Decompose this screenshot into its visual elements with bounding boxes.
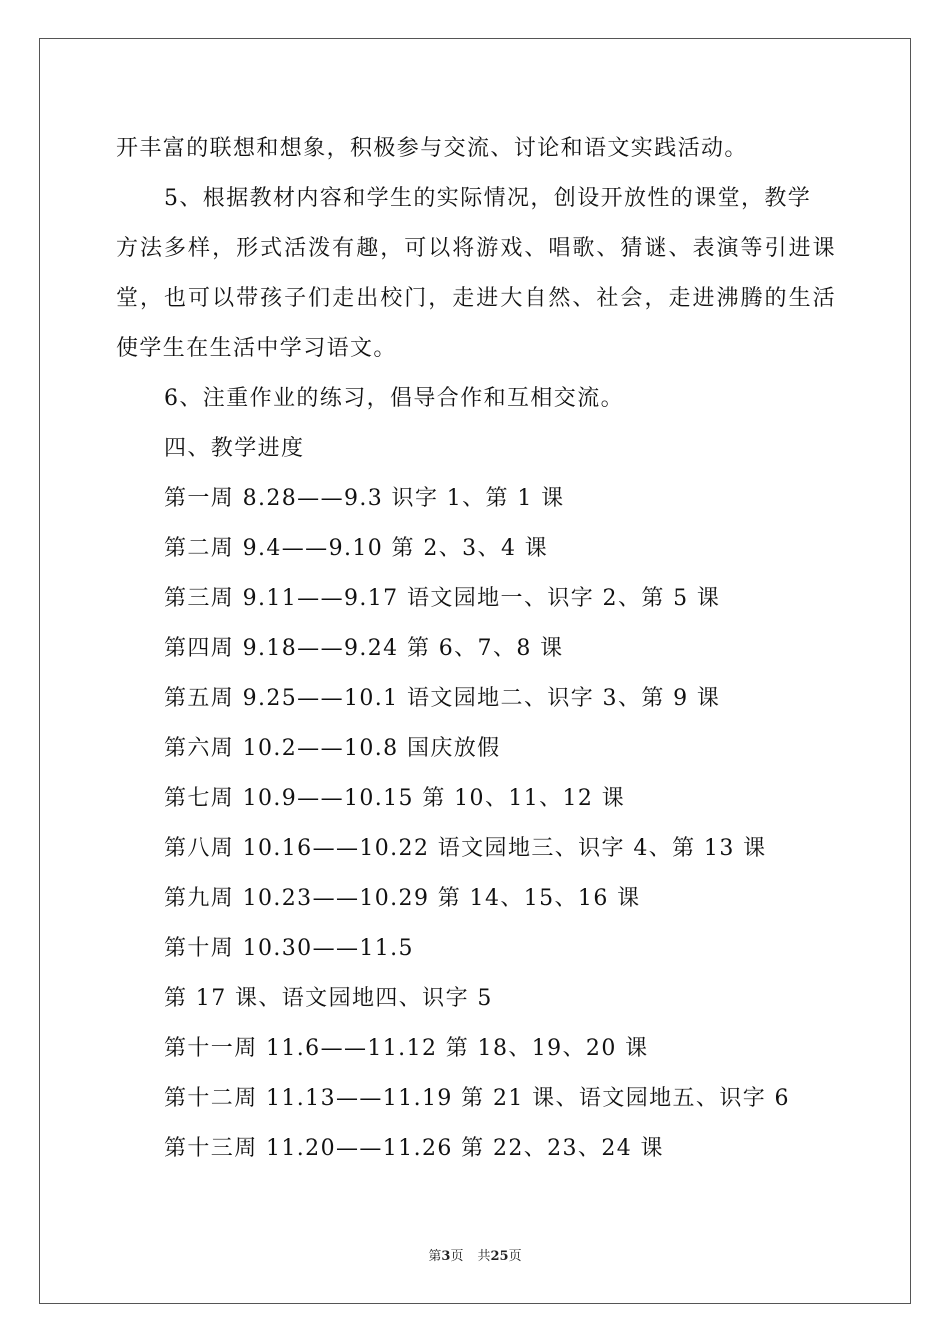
schedule-item: 第八周 10.16——10.22 语文园地三、识字 4、第 13 课 (164, 836, 767, 861)
schedule-item: 第六周 10.2——10.8 国庆放假 (164, 736, 501, 761)
total-suffix: 页 (508, 1249, 522, 1264)
schedule-item: 第二周 9.4——9.10 第 2、3、4 课 (164, 536, 549, 561)
paragraph-line: 6、注重作业的练习，倡导合作和互相交流。 (164, 386, 624, 411)
paragraph-line: 开丰富的联想和想象，积极参与交流、讨论和语文实践活动。 (116, 136, 748, 161)
schedule-item: 第七周 10.9——10.15 第 10、11、12 课 (164, 786, 626, 811)
schedule-item: 第 17 课、语文园地四、识字 5 (164, 986, 493, 1011)
page-footer (0, 1248, 950, 1266)
schedule-item: 第十周 10.30——11.5 (164, 936, 414, 961)
schedule-item: 第五周 9.25——10.1 语文园地二、识字 3、第 9 课 (164, 686, 721, 711)
schedule-item: 第三周 9.11——9.17 语文园地一、识字 2、第 5 课 (164, 586, 721, 611)
schedule-item: 第十二周 11.13——11.19 第 21 课、语文园地五、识字 6 (164, 1086, 790, 1111)
schedule-item: 第十一周 11.6——11.12 第 18、19、20 课 (164, 1036, 649, 1061)
page-suffix: 页 (450, 1249, 464, 1264)
page-number: 3 (441, 1249, 451, 1264)
schedule-item: 第九周 10.23——10.29 第 14、15、16 课 (164, 886, 641, 911)
paragraph-line: 堂，也可以带孩子们走出校门，走进大自然、社会，走进沸腾的生活 (116, 286, 836, 311)
page-prefix: 第 (428, 1249, 442, 1264)
schedule-item: 第四周 9.18——9.24 第 6、7、8 课 (164, 636, 564, 661)
section-heading: 四、教学进度 (164, 436, 305, 461)
paragraph-line: 5、根据教材内容和学生的实际情况，创设开放性的课堂，教学 (164, 186, 812, 211)
total-pages: 25 (490, 1249, 509, 1264)
total-prefix: 共 (477, 1249, 491, 1264)
schedule-item: 第十三周 11.20——11.26 第 22、23、24 课 (164, 1136, 664, 1161)
document-body (116, 124, 836, 1174)
paragraph-line: 使学生在生活中学习语文。 (116, 336, 397, 361)
paragraph-line: 方法多样，形式活泼有趣，可以将游戏、唱歌、猜谜、表演等引进课 (116, 236, 836, 261)
schedule-item: 第一周 8.28——9.3 识字 1、第 1 课 (164, 486, 565, 511)
